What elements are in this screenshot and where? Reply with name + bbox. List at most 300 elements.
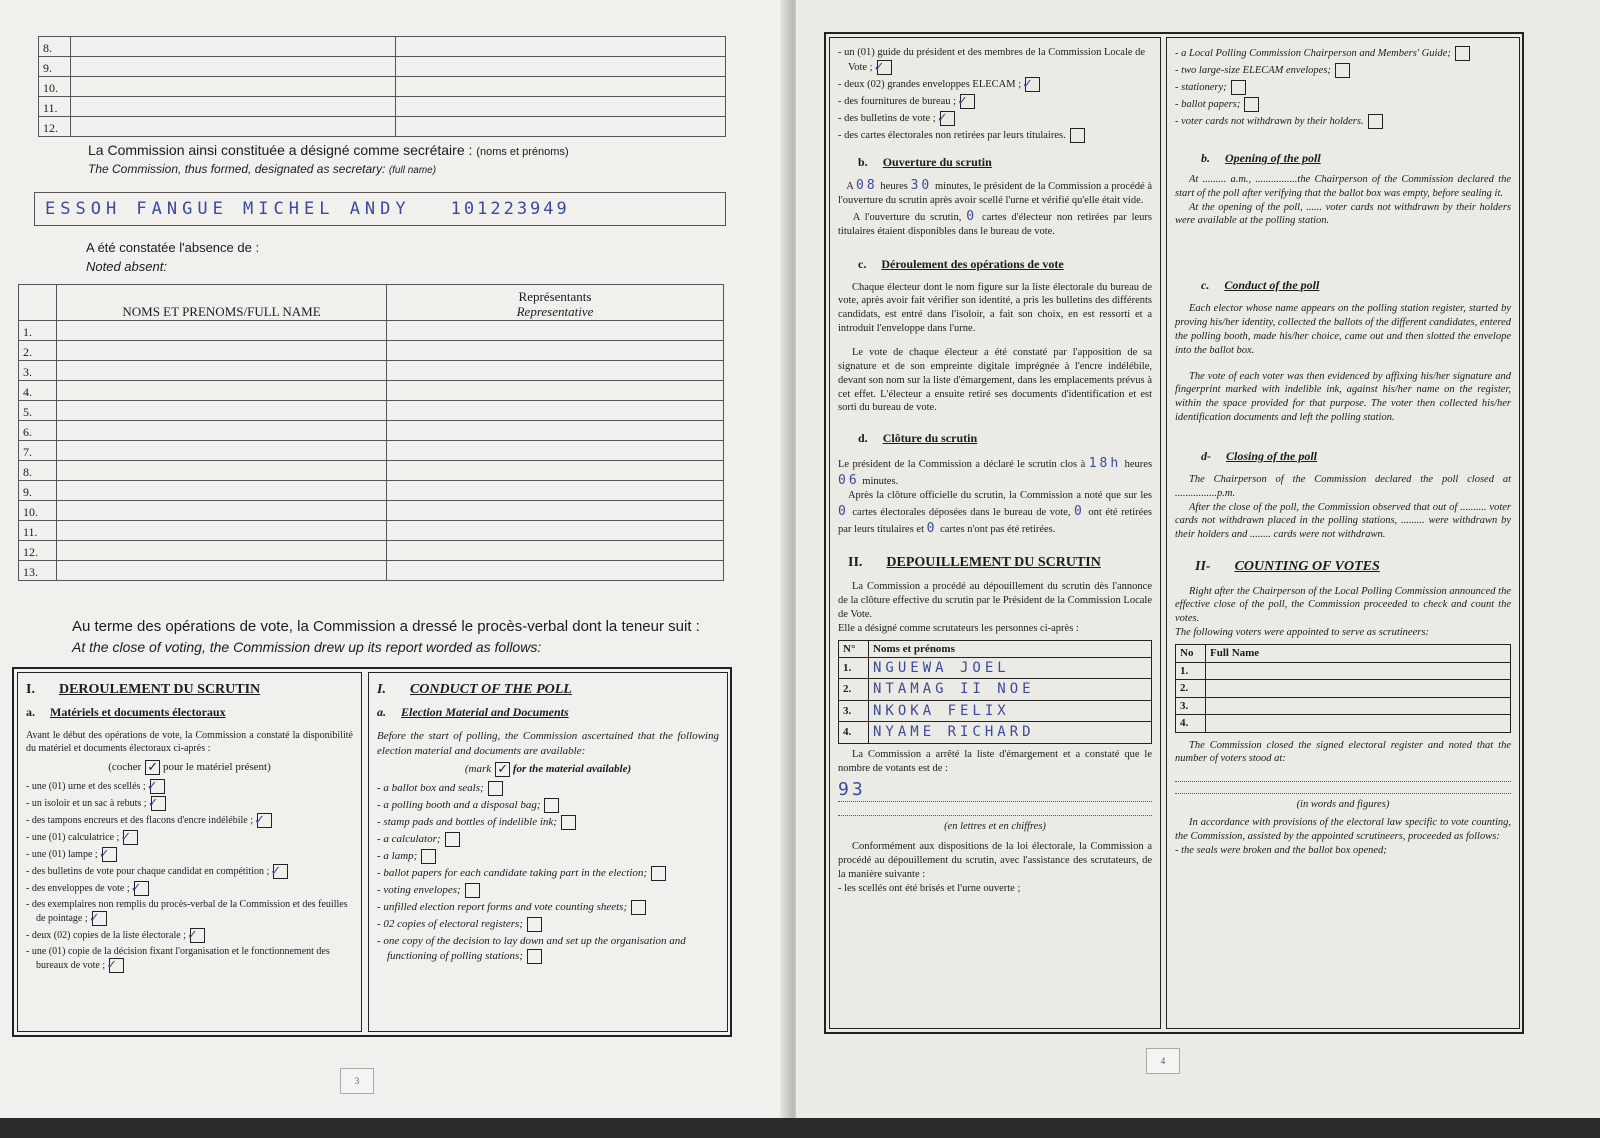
absent-row-name (57, 501, 387, 521)
scrutineer-no: 1. (839, 658, 869, 679)
rfr-ii-last-text: les scellés ont été brisés et l'urne ouverte ; (844, 882, 1021, 894)
absent-row (19, 541, 724, 561)
scrutineer-row (839, 679, 1152, 700)
member-row-name (71, 117, 396, 137)
fr-subheading (26, 705, 353, 721)
checkbox[interactable]: ✓ (877, 60, 892, 75)
ren-table-h-name: Full Name (1206, 645, 1511, 663)
absent-row-rep (387, 341, 724, 361)
rfr-b-min: 30 (910, 177, 933, 193)
rfr-d-p1-a: Le président de la Commission a déclaré le scrutin clos à (838, 459, 1086, 471)
ren-c-num: c. (1201, 278, 1210, 293)
member-row (39, 37, 726, 57)
right-fr-column (829, 37, 1161, 1029)
checklist-item: - a Local Polling Commission Chairperson and Members' Guide; (1175, 46, 1511, 61)
ren-c-heading (1201, 278, 1511, 294)
ren-ii-words: (in words and figures) (1296, 799, 1390, 811)
absent-row-rep (387, 461, 724, 481)
rfr-d-num: d. (858, 431, 868, 446)
member-row-name (71, 77, 396, 97)
ren-d-num: d- (1201, 448, 1211, 463)
checklist-item-text: une (01) calculatrice ; (31, 831, 120, 843)
absent-row (19, 561, 724, 581)
absent-row-rep (387, 361, 724, 381)
absent-row-name (57, 421, 387, 441)
scrutineer-name-en (1206, 662, 1511, 680)
report-fr: Au terme des opérations de vote, la Commission a dressé le procès-verbal dont la teneur suit : (72, 618, 700, 635)
rfr-ii-p3: La Commission a arrêté la liste d'émargement et a constaté que le nombre de votants est de : (838, 748, 1152, 774)
checklist-item-text: un isoloir et un sac à rebuts ; (31, 797, 147, 809)
members-table-top (38, 36, 726, 137)
checkbox[interactable] (1244, 97, 1259, 112)
absent-row-rep (387, 381, 724, 401)
checkbox[interactable]: ✓ (123, 830, 138, 845)
rfr-ii-heading (848, 554, 1152, 572)
checkbox[interactable] (1231, 80, 1246, 95)
checklist-item: - a ballot box and seals; (377, 781, 719, 796)
rfr-ii-title: DEPOUILLEMENT DU SCRUTIN (886, 554, 1101, 570)
checklist-item: - a calculator; (377, 832, 719, 847)
en-intro: Before the start of polling, the Commission ascertained that the following election material and documents are available: (377, 730, 719, 757)
absent-row-num: 5. (19, 401, 57, 421)
absent-row-num: 9. (19, 481, 57, 501)
left-page (0, 0, 792, 1138)
scrutineer-name-en (1206, 715, 1511, 733)
absent-row (19, 361, 724, 381)
scrutineer-no-en: 1. (1176, 662, 1206, 680)
fr-heading-title: DEROULEMENT DU SCRUTIN (58, 682, 261, 697)
checklist-item-text: stationery; (1181, 81, 1227, 93)
scrutineer-row-en (1176, 680, 1511, 698)
checklist-item-text: 02 copies of electoral registers; (383, 918, 523, 931)
scrutineer-no: 2. (839, 679, 869, 700)
absent-row-name (57, 441, 387, 461)
checkbox[interactable] (631, 900, 646, 915)
ren-c-title: Conduct of the poll (1224, 278, 1320, 293)
checkbox[interactable] (527, 949, 542, 964)
report-intro (72, 618, 700, 655)
rfr-items-list (838, 46, 1152, 143)
scrutineer-row (839, 658, 1152, 679)
checkbox[interactable]: ✓ (109, 958, 124, 973)
rfr-d-hour: 18h (1088, 456, 1122, 472)
checkbox[interactable]: ✓ (102, 847, 117, 862)
absent-row-num: 10. (19, 501, 57, 521)
scrutineer-name: NKOKA FELIX (869, 700, 1152, 721)
checklist-item: - des bulletins de vote pour chaque candidat en compétition ;✓ (26, 864, 353, 879)
absent-row-num: 7. (19, 441, 57, 461)
ren-b-title: Opening of the poll (1225, 151, 1321, 165)
absent-row-num: 2. (19, 341, 57, 361)
checkbox[interactable] (465, 883, 480, 898)
secretary-label-en (88, 162, 436, 176)
ren-d-p2: After the close of the poll, the Commission observed that out of .......... voter cards not withdrawn placed in the polling stations, ......... were withdrawn by their holders and ........ cards were not withdrawn. (1175, 501, 1511, 541)
en-mark-instr (377, 762, 719, 777)
rfr-ii-p4: Conformément aux dispositions de la loi électorale, la Commission a procédé au dépouillement du scrutin, avec l'assistance des scrutateurs, de la manière suivante : (838, 841, 1152, 880)
ren-b-p1: At ......... a.m., ................the Chairperson of the Commission declared the start of the poll after verifying that the ballot box was empty, before sealing it. (1175, 173, 1511, 199)
checkbox[interactable] (1368, 114, 1383, 129)
absent-row-name (57, 341, 387, 361)
absent-row-name (57, 401, 387, 421)
checkbox[interactable]: ✓ (940, 111, 955, 126)
rfr-b-p2-b: cartes d'électeur non retirées par leurs titulaires étaient disponibles dans le bureau de vote. (838, 211, 1153, 237)
checklist-item: - a lamp; (377, 849, 719, 864)
rfr-d-min: 06 (838, 473, 860, 489)
rfr-ii-last: - les scellés ont été brisés et l'urne ouverte ; (838, 882, 1021, 894)
rfr-b-p2-a: A l'ouverture du scrutin, (852, 211, 962, 223)
rfr-d-withdrawn: 0 (1074, 504, 1085, 520)
rfr-ii-words: (en lettres et en chiffres) (944, 821, 1046, 833)
ren-ii-heading (1195, 558, 1511, 576)
absent-row (19, 501, 724, 521)
absent-row (19, 321, 724, 341)
rfr-ii-p2: Elle a désigné comme scrutateurs les personnes ci-après : (838, 622, 1079, 634)
absent-en: Noted absent: (86, 259, 167, 274)
absent-row-name (57, 561, 387, 581)
ren-ii-p4: In accordance with provisions of the electoral law specific to vote counting, the Commission, assisted by the appointed scrutineers, proceeded as follows: (1175, 817, 1511, 843)
rfr-b-p1-c: minutes, le président de la Commission a procédé à l'ouverture du scrutin après avoir scellé l'urne et vérifié qu'elle était vide. (838, 180, 1153, 206)
scrutineer-name: NTAMAG II NOE (869, 679, 1152, 700)
rfr-d-cards: 0 (838, 504, 849, 520)
scrutineer-no-en: 4. (1176, 715, 1206, 733)
scrutineer-no: 3. (839, 700, 869, 721)
rfr-d-p2-b: cartes électorales déposées dans le bureau de vote, (852, 507, 1071, 519)
rfr-voters: 93 (838, 778, 1152, 803)
rfr-c-p1: Chaque électeur dont le nom figure sur la liste électorale du bureau de vote, après avoir fait vérifier son identité, a pris les bulletins des différents candidats, est entré dans l'isoloir, a fait son choix, en est ressorti et a introduit l'enveloppe dans l'urne. (838, 281, 1152, 335)
member-row (39, 97, 726, 117)
absent-row-rep (387, 421, 724, 441)
secretary-label (88, 142, 569, 158)
checkbox[interactable] (561, 815, 576, 830)
checklist-item: - une (01) calculatrice ;✓ (26, 830, 353, 845)
sample-checkbox: ✓ (145, 760, 160, 775)
absent-header-rep-fr: Représentants (518, 288, 592, 304)
en-mark-post: for the material available) (512, 763, 632, 776)
secretary-fr-note: (noms et prénoms) (476, 146, 569, 158)
fr-sub-title: Matériels et documents électoraux (50, 705, 226, 720)
rfr-d-p1-c: minutes. (862, 476, 899, 488)
checkbox[interactable]: ✓ (151, 796, 166, 811)
absent-row-num: 11. (19, 521, 57, 541)
page-number-left: 3 (340, 1068, 374, 1094)
checklist-item: - des exemplaires non remplis du procès-verbal de la Commission et des feuilles de pointage ;✓ (26, 898, 348, 926)
rfr-d-p2-d: cartes n'ont pas été retirées. (940, 524, 1056, 536)
checklist-item-text: ballot papers for each candidate taking part in the election; (383, 867, 648, 880)
rfr-b-title: Ouverture du scrutin (882, 154, 992, 169)
checkbox[interactable] (445, 832, 460, 847)
rfr-b-p1-b: heures (880, 180, 908, 192)
absent-row-num: 1. (19, 321, 57, 341)
secretary-box (34, 192, 726, 226)
ren-d-title: Closing of the poll (1226, 448, 1318, 463)
rfr-scrutineers-table (838, 640, 1152, 744)
ren-d-heading (1201, 449, 1511, 465)
fr-mark-post: pour le matériel présent) (162, 760, 271, 773)
scrutineer-no: 4. (839, 722, 869, 743)
rfr-d-p1 (838, 455, 1152, 489)
checkbox[interactable] (421, 849, 436, 864)
absent-row-name (57, 481, 387, 501)
sample-checkbox-en: ✓ (495, 762, 510, 777)
absent-header-num (19, 285, 57, 321)
absent-row-rep (387, 441, 724, 461)
checkbox[interactable]: ✓ (150, 779, 165, 794)
checklist-item-text: des bulletins de vote ; (844, 112, 936, 124)
absent-row-name (57, 321, 387, 341)
conduct-box (12, 667, 732, 1037)
rfr-c-num: c. (858, 256, 867, 271)
right-en-column (1166, 37, 1520, 1029)
checkbox[interactable] (651, 866, 666, 881)
checkbox[interactable] (1070, 128, 1085, 143)
checklist-item: - des enveloppes de vote ;✓ (26, 881, 353, 896)
absent-header-name: NOMS ET PRENOMS/FULL NAME (57, 285, 387, 321)
checklist-item-text: des fournitures de bureau ; (844, 95, 957, 107)
checkbox[interactable]: ✓ (134, 881, 149, 896)
checklist-item: - des bulletins de vote ;✓ (838, 111, 1152, 126)
ren-c-p2: The vote of each voter was then evidenced by affixing his/her signature and fingerprint marked with indelible ink, against his/her name on the register, within the space provided for that purpose. The voter then collected his/her identification documents and left the polling station. (1175, 370, 1511, 424)
en-heading-title: CONDUCT OF THE POLL (409, 682, 572, 697)
scrutineer-name: NGUEWA JOEL (869, 658, 1152, 679)
scrutineer-name: NYAME RICHARD (869, 722, 1152, 743)
rfr-dotted-line (838, 804, 1152, 816)
absent-row-rep (387, 501, 724, 521)
page-number-right: 4 (1146, 1048, 1180, 1074)
member-row-num: 8. (39, 37, 71, 57)
checklist-item: - des cartes électorales non retirées par leurs titulaires. (838, 128, 1152, 143)
checklist-item: - voter cards not withdrawn by their holders. (1175, 114, 1511, 129)
rfr-ii-p1: La Commission a procédé au dépouillement du scrutin dès l'annonce de la clôture effective du scrutin par le Président de la Commission Locale de Vote. (838, 581, 1152, 620)
right-box (824, 32, 1524, 1034)
ren-ii-p3: The Commission closed the signed electoral register and noted that the number of voters stood at: (1175, 739, 1511, 765)
checklist-item-text: two large-size ELECAM envelopes; (1181, 64, 1331, 76)
checklist-item-text: une (01) lampe ; (31, 848, 98, 860)
rfr-ii-num: II. (848, 554, 863, 570)
rfr-b-p2 (838, 208, 1152, 239)
member-row-name (71, 97, 396, 117)
absent-row (19, 421, 724, 441)
fr-column (17, 672, 362, 1032)
ren-ii-num: II- (1195, 559, 1211, 575)
rfr-b-num: b. (858, 154, 868, 169)
checklist-item-text: a ballot box and seals; (383, 782, 484, 795)
right-page (796, 0, 1600, 1138)
member-row-num: 12. (39, 117, 71, 137)
absent-row (19, 401, 724, 421)
checklist-item: - une (01) urne et des scellés ;✓ (26, 779, 353, 794)
checklist-item: - a polling booth and a disposal bag; (377, 798, 719, 813)
fr-items-list (26, 779, 353, 973)
absent-row (19, 461, 724, 481)
checklist-item: - voting envelopes; (377, 883, 719, 898)
rfr-table-h-name: Noms et prénoms (869, 640, 1152, 658)
member-row (39, 77, 726, 97)
absent-row-rep (387, 561, 724, 581)
rfr-d-notwithdrawn: 0 (926, 521, 938, 537)
absent-row-num: 13. (19, 561, 57, 581)
absent-row-num: 4. (19, 381, 57, 401)
member-row-name (71, 57, 396, 77)
checklist-item-text: one copy of the decision to lay down and set up the organisation and functioning of polling stations; (383, 935, 686, 962)
member-row-rep (396, 57, 726, 77)
ren-c-p1: Each elector whose name appears on the polling station register, started by proving his/her identity, collected the ballots of the different candidates, entered the polling booth, made his/her choice, came out and then slotted the envelope into the ballot box. (1175, 303, 1511, 356)
rfr-c-title: Déroulement des opérations de vote (881, 256, 1064, 271)
rfr-b-p1 (838, 177, 1152, 208)
checkbox[interactable] (488, 781, 503, 796)
absent-row-num: 3. (19, 361, 57, 381)
checklist-item: - un (01) guide du président et des membres de la Commission Locale de Vote ;✓ (838, 47, 1146, 75)
checklist-item-text: des exemplaires non remplis du procès-verbal de la Commission et des feuilles de pointage ; (31, 898, 348, 924)
member-row-rep (396, 97, 726, 117)
scrutineer-row-en (1176, 697, 1511, 715)
ren-ii-last: - the seals were broken and the ballot box opened; (1175, 844, 1387, 856)
rfr-b-hour: 08 (856, 177, 878, 193)
checkbox[interactable] (544, 798, 559, 813)
checklist-item: - une (01) copie de la décision fixant l'organisation et le fonctionnement des bureaux de vote ;✓ (26, 945, 330, 974)
report-en: At the close of voting, the Commission drew up its report worded as follows: (72, 639, 542, 655)
checkbox[interactable] (1455, 46, 1470, 61)
absent-header-rep (387, 285, 724, 321)
checklist-item: - un isoloir et un sac à rebuts ;✓ (26, 796, 353, 811)
secretary-name: ESSOH FANGUE MICHEL ANDY (45, 199, 411, 219)
scrutineer-row-en (1176, 662, 1511, 680)
absent-row-name (57, 361, 387, 381)
absent-row-name (57, 461, 387, 481)
ren-ii-last-text: the seals were broken and the ballot box opened; (1181, 844, 1387, 856)
checklist-item: - stationery; (1175, 80, 1511, 95)
ren-ii-title: COUNTING OF VOTES (1234, 559, 1380, 575)
checklist-item: - deux (02) copies de la liste électorale ;✓ (26, 928, 353, 943)
absent-header-rep-en: Representative (516, 304, 594, 320)
ren-dotted-line-2 (1175, 782, 1511, 794)
checklist-item-text: a Local Polling Commission Chairperson and Members' Guide; (1181, 47, 1451, 59)
checklist-item-text: une (01) urne et des scellés ; (31, 780, 146, 792)
ren-ii-p1: Right after the Chairperson of the Local Polling Commission announced the effective close of the poll, the Commission proceeded to check and count the votes. (1175, 585, 1511, 625)
ren-items-list (1175, 46, 1511, 129)
fr-mark-pre: (cocher (108, 760, 142, 773)
checklist-item-text: a lamp; (383, 850, 418, 863)
checklist-item-text: des bulletins de vote pour chaque candidat en compétition ; (31, 865, 270, 877)
checklist-item: - une (01) lampe ;✓ (26, 847, 353, 862)
fr-heading (26, 681, 353, 699)
checklist-item-text: un (01) guide du président et des membres de la Commission Locale de Vote ; (844, 47, 1146, 73)
absent-row-num: 12. (19, 541, 57, 561)
absent-row (19, 521, 724, 541)
member-row-rep (396, 77, 726, 97)
checklist-item-text: deux (02) grandes enveloppes ELECAM ; (844, 78, 1022, 90)
secretary-en: The Commission, thus formed, designated as secretary: (88, 162, 386, 176)
checklist-item: - des fournitures de bureau ;✓ (838, 94, 1152, 109)
secretary-fr: La Commission ainsi constituée a désigné comme secrétaire : (88, 142, 473, 158)
secretary-id: 101223949 (450, 199, 570, 219)
checklist-item: - ballot papers; (1175, 97, 1511, 112)
ren-scrutineers-table (1175, 644, 1511, 733)
absent-row-rep (387, 521, 724, 541)
en-column (368, 672, 728, 1032)
absent-row-rep (387, 321, 724, 341)
member-row-name (71, 37, 396, 57)
absent-row-rep (387, 401, 724, 421)
checklist-item: - one copy of the decision to lay down and set up the organisation and functioning of polling stations; (377, 935, 686, 962)
checklist-item: - deux (02) grandes enveloppes ELECAM ;✓ (838, 77, 1152, 92)
absent-row-num: 8. (19, 461, 57, 481)
checklist-item-text: des cartes électorales non retirées par leurs titulaires. (844, 129, 1066, 141)
absent-table (18, 284, 724, 581)
rfr-table-h-no: N° (839, 640, 869, 658)
absent-row-name (57, 381, 387, 401)
rfr-c-p2: Le vote de chaque électeur a été constaté par l'apposition de sa signature et de son empreinte digitale imprégnée à l'encre indélébile, devant son nom sur la liste d'émargement, dans les emplacements prévus à cet effet. L'électeur a ensuite retiré ses documents d'identification et est sorti du bureau de vote. (838, 346, 1152, 414)
scrutineer-name-en (1206, 680, 1511, 698)
absent-label (86, 240, 259, 274)
checklist-item-text: ballot papers; (1181, 98, 1241, 110)
checkbox[interactable]: ✓ (257, 813, 272, 828)
scrutineer-row (839, 700, 1152, 721)
member-row (39, 57, 726, 77)
secretary-en-note: (full name) (388, 165, 437, 176)
en-mark-pre: (mark (464, 763, 492, 776)
checklist-item-text: a calculator; (383, 833, 441, 846)
fr-mark-instr (26, 760, 353, 775)
checklist-item-text: voting envelopes; (383, 884, 461, 897)
checklist-item-text: a polling booth and a disposal bag; (383, 799, 541, 812)
absent-row (19, 341, 724, 361)
checklist-item-text: une (01) copie de la décision fixant l'organisation et le fonctionnement des bureaux de vote ; (31, 945, 330, 971)
checkbox[interactable]: ✓ (273, 864, 288, 879)
checkbox[interactable]: ✓ (190, 928, 205, 943)
checkbox[interactable]: ✓ (960, 94, 975, 109)
rfr-b-p1-a: A (846, 180, 854, 192)
absent-row-name (57, 521, 387, 541)
absent-row-num: 6. (19, 421, 57, 441)
absent-row (19, 441, 724, 461)
ren-table-h-no: No (1176, 645, 1206, 663)
checklist-item-text: des tampons encreurs et des flacons d'encre indélébile ; (31, 814, 254, 826)
checklist-item: - des tampons encreurs et des flacons d'encre indélébile ;✓ (26, 813, 353, 828)
checklist-item: - ballot papers for each candidate taking part in the election; (377, 866, 719, 881)
member-row-num: 10. (39, 77, 71, 97)
ren-dotted-line-1 (1175, 766, 1511, 782)
checklist-item-text: voter cards not withdrawn by their holders. (1181, 115, 1364, 127)
fr-heading-num: I. (26, 682, 35, 697)
checklist-item-text: stamp pads and bottles of indelible ink; (383, 816, 557, 829)
checklist-item: - unfilled election report forms and vote counting sheets; (377, 900, 719, 915)
checkbox[interactable] (1335, 63, 1350, 78)
checklist-item: - stamp pads and bottles of indelible ink; (377, 815, 719, 830)
scrutineer-no-en: 3. (1176, 697, 1206, 715)
checkbox[interactable]: ✓ (1025, 77, 1040, 92)
checkbox[interactable] (527, 917, 542, 932)
en-items-list (377, 781, 719, 964)
rfr-d-p2 (838, 489, 1152, 537)
en-sub-title: Election Material and Documents (401, 705, 569, 720)
ren-ii-p2: The following voters were appointed to serve as scrutineers: (1175, 627, 1429, 639)
absent-row-rep (387, 481, 724, 501)
scrutineer-row-en (1176, 715, 1511, 733)
scrutineer-row (839, 722, 1152, 743)
scan-bottom-edge (0, 1118, 1600, 1138)
en-subheading (377, 705, 719, 721)
checklist-item-text: deux (02) copies de la liste électorale ; (31, 929, 186, 941)
rfr-d-heading (858, 431, 1152, 447)
absent-row (19, 481, 724, 501)
ren-b-heading (1201, 151, 1511, 167)
checkbox[interactable]: ✓ (92, 911, 107, 926)
member-row (39, 117, 726, 137)
fr-sub-num: a. (26, 705, 35, 720)
checklist-item-text: des enveloppes de vote ; (31, 882, 130, 894)
member-row-rep (396, 117, 726, 137)
rfr-d-p1-b: heures (1124, 459, 1153, 471)
